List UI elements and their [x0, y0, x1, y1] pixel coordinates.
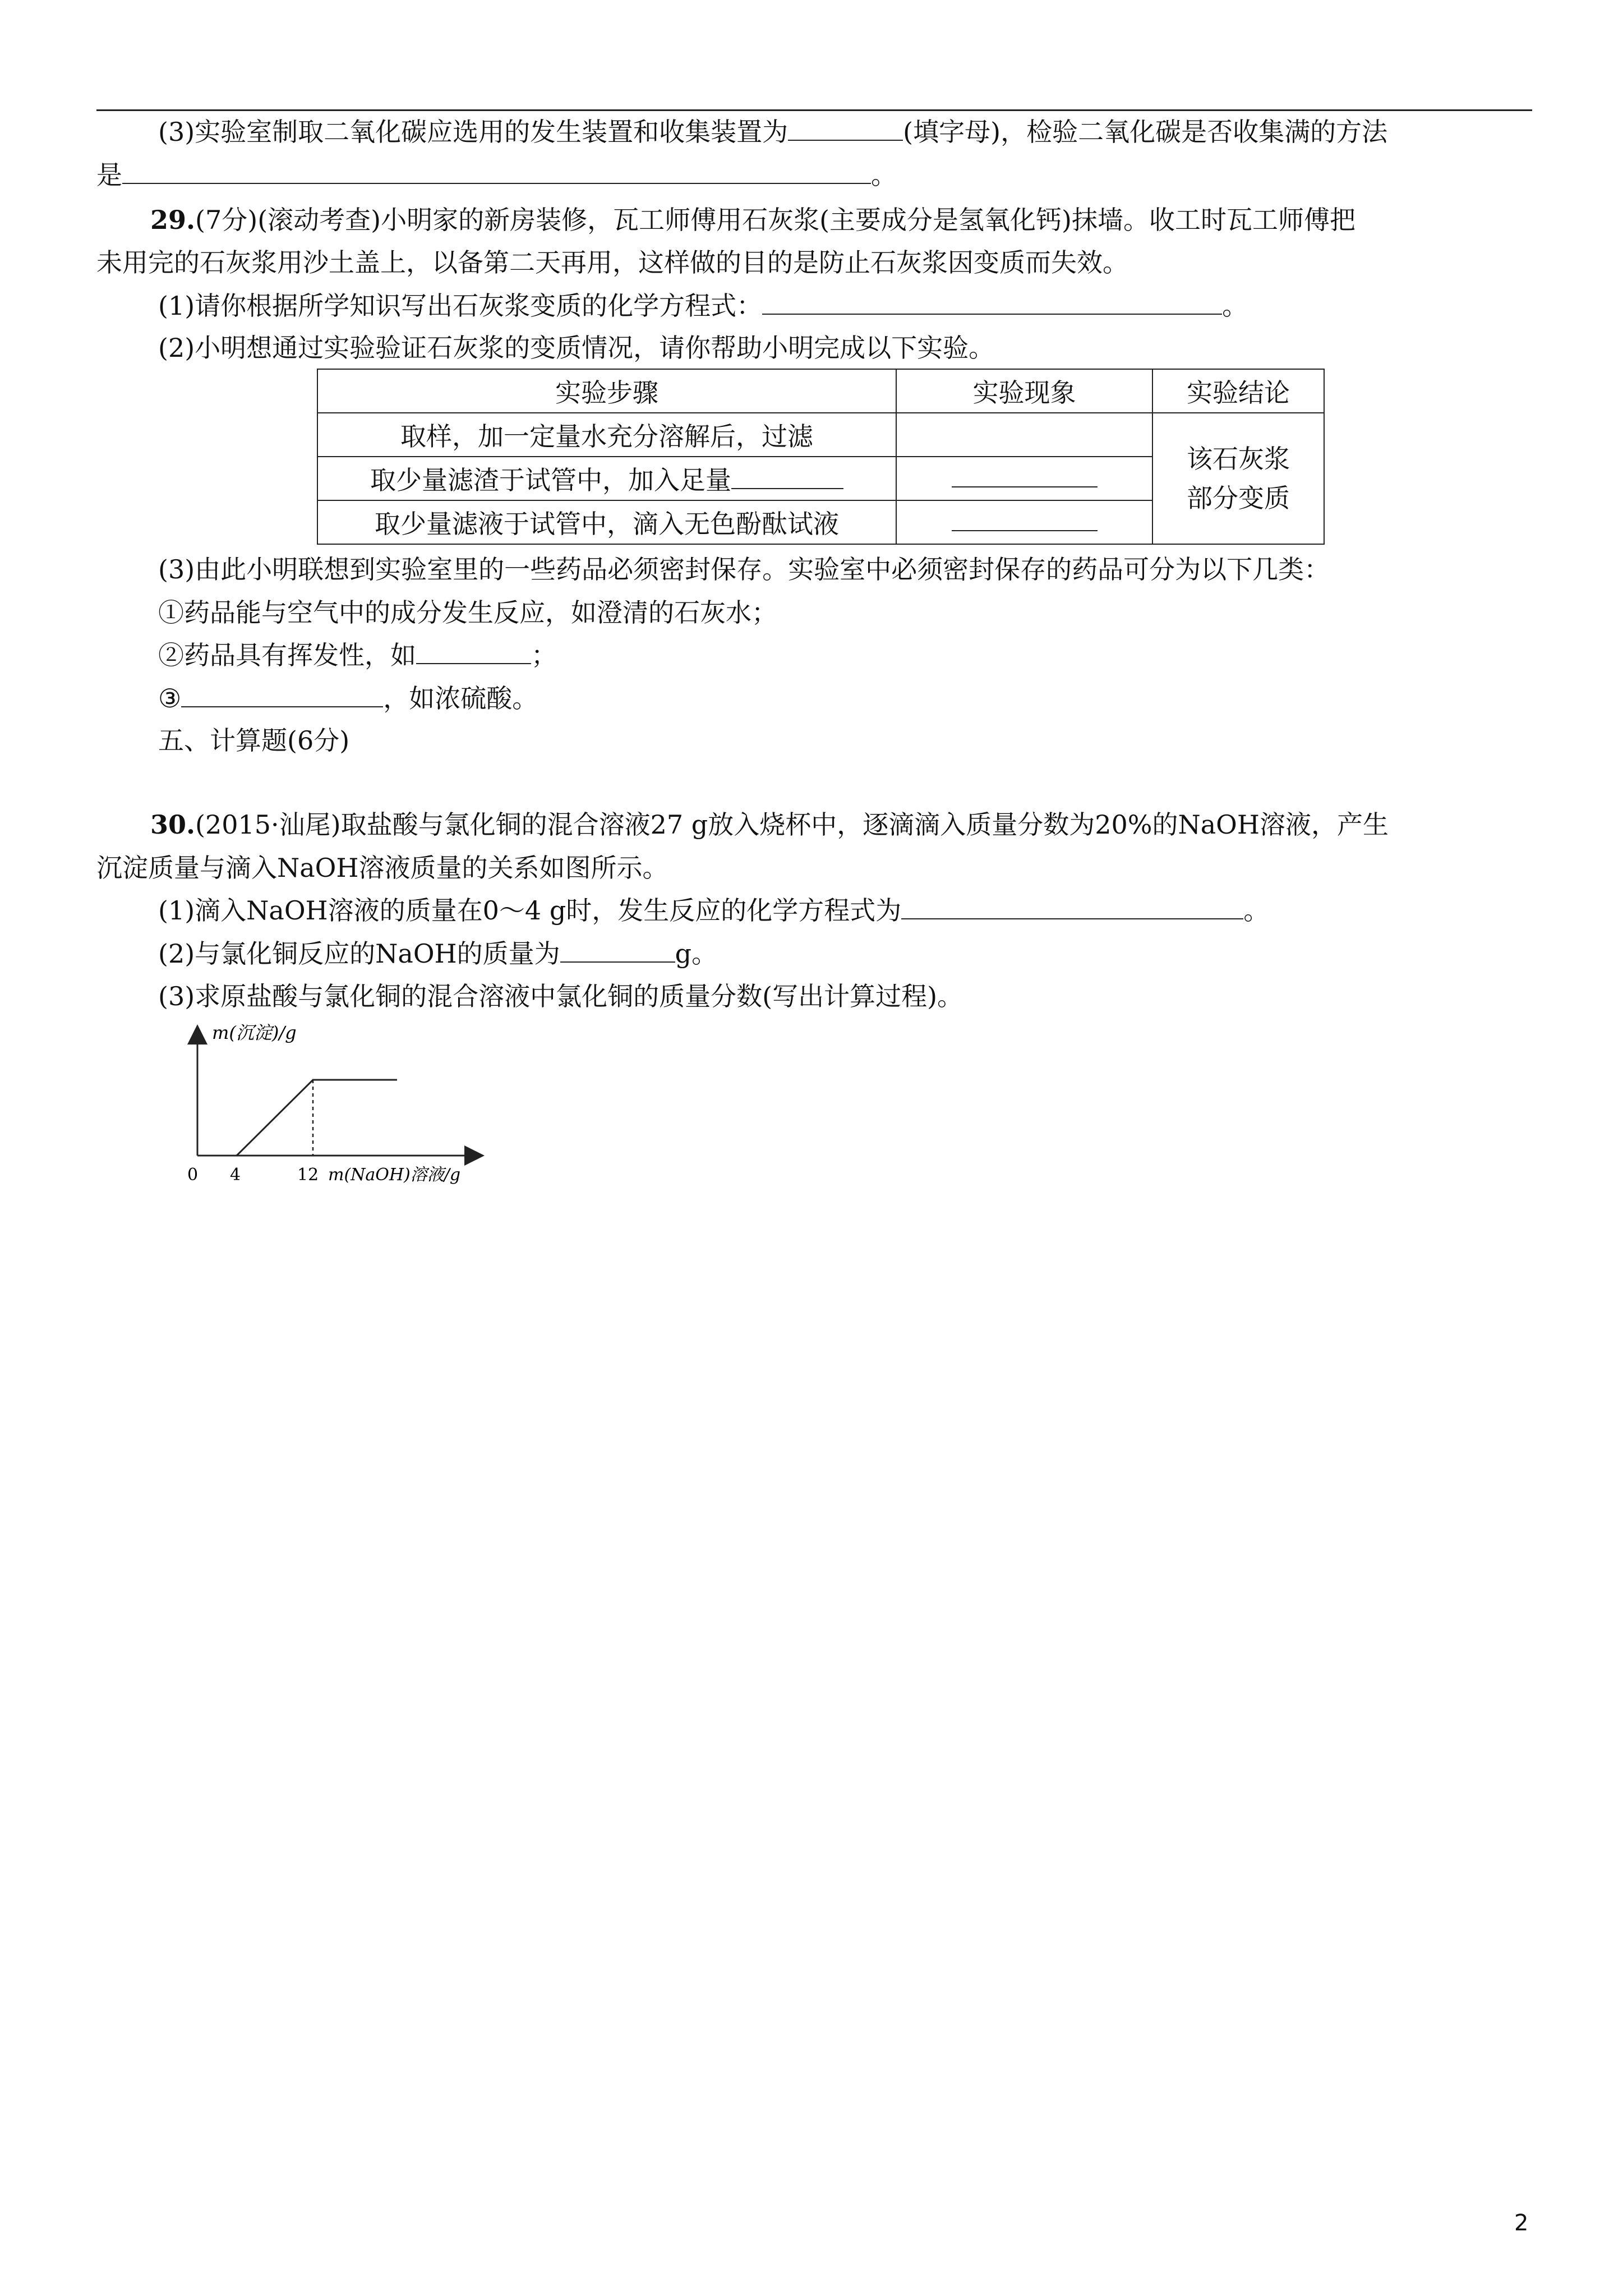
q28-part3-mid: (填字母)，检验二氧化碳是否收集满的方法 [903, 117, 1388, 147]
header-phenomenon: 实验现象 [896, 369, 1152, 413]
q29-intro-line2: 未用完的石灰浆用沙土盖上，以备第二天再用，这样做的目的是防止石灰浆因变质而失效。 [96, 247, 1128, 278]
q30-part1 [158, 894, 1269, 927]
q29-intro-line1 [150, 203, 1355, 237]
phenomenon-blank-3[interactable] [952, 508, 1098, 531]
q29-item2-suffix: ； [531, 640, 557, 670]
tick-4-label: 4 [230, 1165, 241, 1185]
table-header-row [317, 369, 1324, 413]
reagent-blank[interactable] [731, 466, 843, 489]
q30-part2-prefix: (2)与氯化铜反应的NaOH的质量为 [158, 938, 560, 969]
page-number: 2 [1514, 2210, 1529, 2236]
q30-part1-prefix: (1)滴入NaOH溶液的质量在0～4 g时，发生反应的化学方程式为 [158, 895, 902, 926]
phenomenon-cell-1[interactable] [896, 413, 1152, 457]
q29-part1-suffix: 。 [1222, 291, 1248, 321]
q29-blank-category[interactable] [181, 682, 383, 707]
q29-part2: (2)小明想通过实验验证石灰浆的变质情况，请你帮助小明完成以下实验。 [158, 333, 995, 363]
q30-number: 30. [150, 809, 196, 840]
phenomenon-blank-2[interactable] [952, 464, 1098, 487]
step-2-text: 取少量滤渣于试管中，加入足量 [370, 465, 731, 495]
q29-item3-suffix: ，如浓硫酸。 [383, 683, 538, 714]
q29-item2-prefix: ②药品具有挥发性，如 [158, 640, 416, 670]
conclusion-line2: 部分变质 [1187, 483, 1290, 513]
q29-part1-prefix: (1)请你根据所学知识写出石灰浆变质的化学方程式： [158, 291, 763, 321]
q28-part3-line2 [96, 158, 897, 192]
section-calculation: 五、计算题(6分) [158, 725, 350, 756]
table-row [317, 413, 1324, 457]
phenomenon-cell-2 [896, 457, 1152, 500]
q30-intro-line1 [150, 808, 1389, 841]
q29-number: 29. [150, 205, 196, 235]
q28-part3-line2-prefix: 是 [96, 160, 122, 190]
tick-12-label: 12 [297, 1165, 319, 1185]
phenomenon-cell-3 [896, 500, 1152, 544]
q29-item3 [158, 682, 538, 715]
precipitate-line [197, 1080, 397, 1156]
step-cell-2 [317, 457, 896, 500]
q28-blank-apparatus[interactable] [788, 115, 903, 141]
header-conclusion: 实验结论 [1152, 369, 1324, 413]
q28-blank-method[interactable] [122, 158, 871, 184]
q30-blank-equation[interactable] [901, 894, 1243, 919]
q29-part1 [158, 289, 1248, 323]
step-cell-1: 取样，加一定量水充分溶解后，过滤 [317, 413, 896, 457]
header-steps: 实验步骤 [317, 369, 896, 413]
q29-item2 [158, 638, 557, 672]
q29-item3-prefix: ③ [158, 683, 182, 714]
conclusion-line1: 该石灰浆 [1187, 444, 1290, 474]
conclusion-cell [1152, 413, 1324, 544]
y-axis-label: m(沉淀)/g [212, 1022, 297, 1043]
q30-blank-mass[interactable] [560, 937, 675, 963]
origin-label: 0 [187, 1165, 199, 1185]
top-rule [96, 109, 1532, 111]
q30-intro-text1: (2015·汕尾)取盐酸与氯化铜的混合溶液27 g放入烧杯中，逐滴滴入质量分数为20%的NaOH溶液，产生 [195, 809, 1389, 840]
q29-blank-volatile[interactable] [416, 638, 531, 664]
x-axis-label: m(NaOH)溶液/g [328, 1165, 461, 1185]
q28-part3-line1 [158, 115, 1387, 149]
q30-part2 [158, 937, 717, 970]
precipitate-graph [187, 1015, 505, 1200]
step-cell-3: 取少量滤液于试管中，滴入无色酚酞试液 [317, 500, 896, 544]
q28-part3-prefix: (3)实验室制取二氧化碳应选用的发生装置和收集装置为 [158, 117, 789, 147]
q29-intro-text1: (7分)(滚动考查)小明家的新房装修，瓦工师傅用石灰浆(主要成分是氢氧化钙)抹墙。收工时瓦工师傅把 [195, 205, 1355, 235]
q29-blank-equation[interactable] [762, 289, 1222, 315]
q30-intro-line2: 沉淀质量与滴入NaOH溶液质量的关系如图所示。 [96, 853, 668, 883]
experiment-table [317, 369, 1325, 545]
q30-part3: (3)求原盐酸与氯化铜的混合溶液中氯化铜的质量分数(写出计算过程)。 [158, 981, 963, 1011]
q29-item1: ①药品能与空气中的成分发生反应，如澄清的石灰水； [158, 597, 777, 628]
q30-part1-suffix: 。 [1243, 895, 1270, 926]
q29-part3: (3)由此小明联想到实验室里的一些药品必须密封保存。实验室中必须密封保存的药品可分为以下几类： [158, 554, 1330, 585]
q30-part2-suffix: g。 [675, 938, 718, 969]
q28-part3-line2-suffix: 。 [871, 160, 897, 190]
